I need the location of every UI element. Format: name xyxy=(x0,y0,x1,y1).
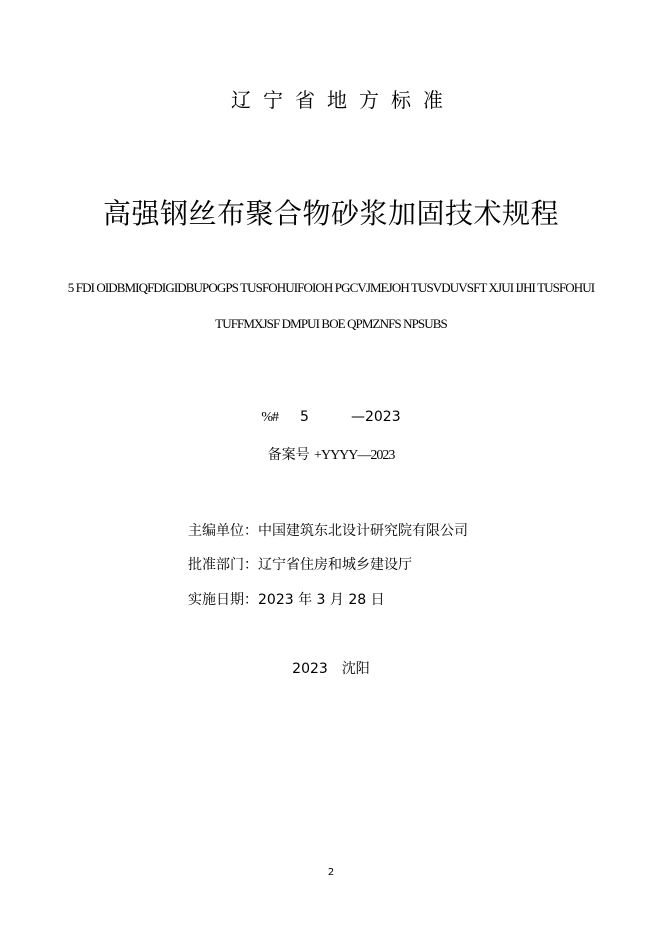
editor-unit-label: 主编单位： xyxy=(188,523,258,539)
standard-code-number: 5 xyxy=(300,409,309,425)
standard-code-prefix: %# xyxy=(261,410,279,425)
record-value: YYYY—2023 xyxy=(320,448,395,463)
publication-city: 沈阳 xyxy=(341,661,370,677)
record-prefix: + xyxy=(314,448,321,463)
approver-value: 辽宁省住房和城乡建设厅 xyxy=(258,557,412,573)
effective-date-value: 2023 年 3 月 28 日 xyxy=(258,592,385,608)
standard-code xyxy=(0,409,662,426)
standard-code-year: —2023 xyxy=(350,409,401,425)
english-title-line-2: TUFFMXJSF DMPUI BOE QPMZNFS NPSUBS xyxy=(215,316,447,331)
standard-type-heading: 辽宁省地方标准 xyxy=(231,88,455,112)
publication-place xyxy=(0,658,662,678)
english-title-line-1: 5 FDI OIDBMIQFDIGIDBUPOGPS TUSFOHUIFOIOH PGCVJMEJOH TUSVDUVSFT XJUI IJHI TUSFOHUI xyxy=(67,280,595,295)
approver-line xyxy=(188,554,412,574)
effective-date-line xyxy=(188,589,385,609)
publication-year: 2023 xyxy=(292,661,328,677)
record-number xyxy=(0,444,662,464)
document-title: 高强钢丝布聚合物砂浆加固技术规程 xyxy=(102,197,559,230)
editor-unit-value: 中国建筑东北设计研究院有限公司 xyxy=(258,523,468,539)
record-label: 备案号 xyxy=(267,447,310,463)
effective-date-label: 实施日期： xyxy=(188,592,258,608)
approver-label: 批准部门： xyxy=(188,557,258,573)
page-number: 2 xyxy=(327,867,335,878)
editor-unit-line xyxy=(188,520,468,540)
